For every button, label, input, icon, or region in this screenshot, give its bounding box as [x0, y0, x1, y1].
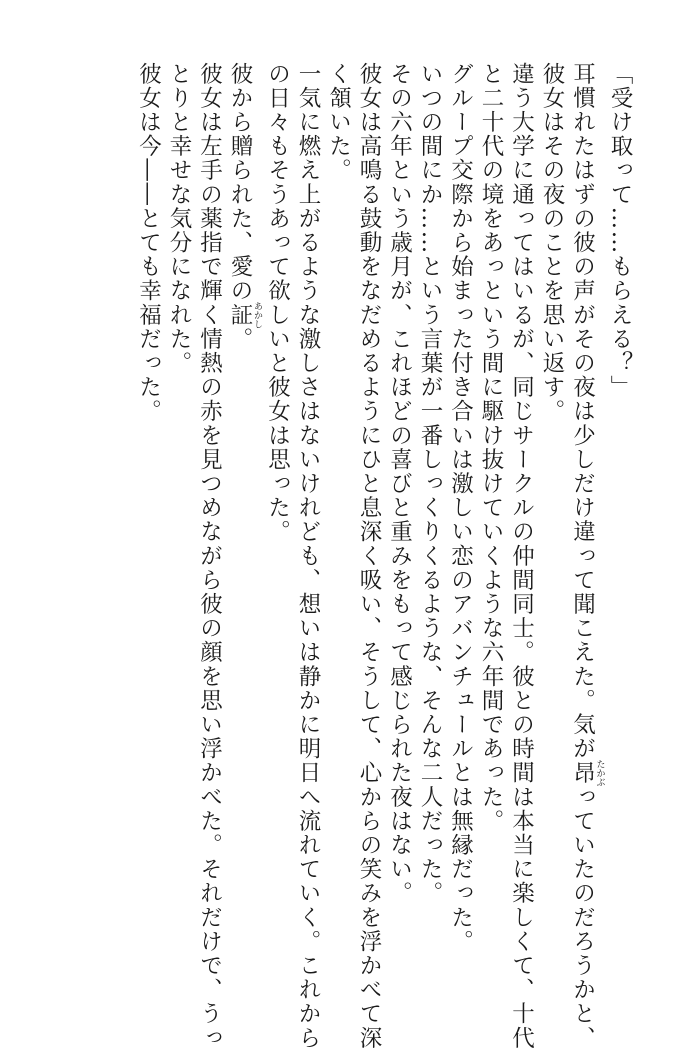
text-line-14: 彼女は左手の薬指で輝く情熱の赤を見つめながら彼の顔を思い浮かべた。それだけで、うっ	[196, 62, 223, 1050]
ruby-takabu-base: 昂	[569, 759, 596, 787]
text-line-16: 彼女は今――とても幸福だった。	[135, 62, 162, 424]
text-line-11: 一気に燃え上がるような激しさはないけれども、想いは静かに明日へ流れていく。これから	[295, 62, 321, 1050]
ruby-akashi-base: 証	[227, 301, 253, 329]
text-line-8: その六年という歳月が、これほどの喜びと重みをもって感じられた夜はない。	[386, 62, 413, 906]
ruby-takabu	[569, 759, 605, 787]
text-line-13-tail: 。	[227, 327, 253, 352]
text-line-2-main: 耳慣れたはずの彼の声がその夜は少しだけ違って聞こえた。気が	[569, 62, 596, 761]
text-line-5: と二十代の境をあっという間に駆け抜けていくような六年間であった。	[478, 62, 504, 834]
text-line-12: の日々もそうあって欲しいと彼女は思った。	[264, 62, 291, 544]
text-line-13	[225, 62, 263, 962]
ruby-akashi-reading: あかし	[252, 301, 262, 329]
ruby-akashi	[227, 301, 262, 329]
text-line-7: いつの間にか……という言葉が一番しっくりくるような、そんな二人だった。	[417, 62, 443, 906]
vertical-text-body	[75, 62, 635, 1050]
text-line-13-main: 彼から贈られた、愛の	[227, 62, 253, 303]
text-line-6: グループ交際から始まった付き合いは激しい恋のアバンチュールとは無縁だった。	[447, 62, 474, 954]
text-line-1: 「受け取って……もらえる？」	[607, 62, 633, 400]
text-line-3: 彼女はその夜のことを思い返す。	[539, 62, 565, 424]
text-line-10: く頷いた。	[325, 62, 352, 183]
text-line-9: 彼女は高鳴る鼓動をなだめるようにひと息深く吸い、そうして、心からの笑みを浮かべて深	[356, 62, 382, 1050]
text-line-2	[567, 62, 605, 1050]
text-line-4: 違う大学に通ってはいるが、同じサークルの仲間同士。彼との時間は本当に楽しくて、十代	[508, 62, 535, 1050]
ruby-takabu-reading: たかぶ	[594, 759, 605, 787]
text-line-15: とりと幸せな気分になれた。	[166, 62, 192, 376]
text-line-2-tail: っていたのだろうかと、	[569, 785, 596, 1050]
